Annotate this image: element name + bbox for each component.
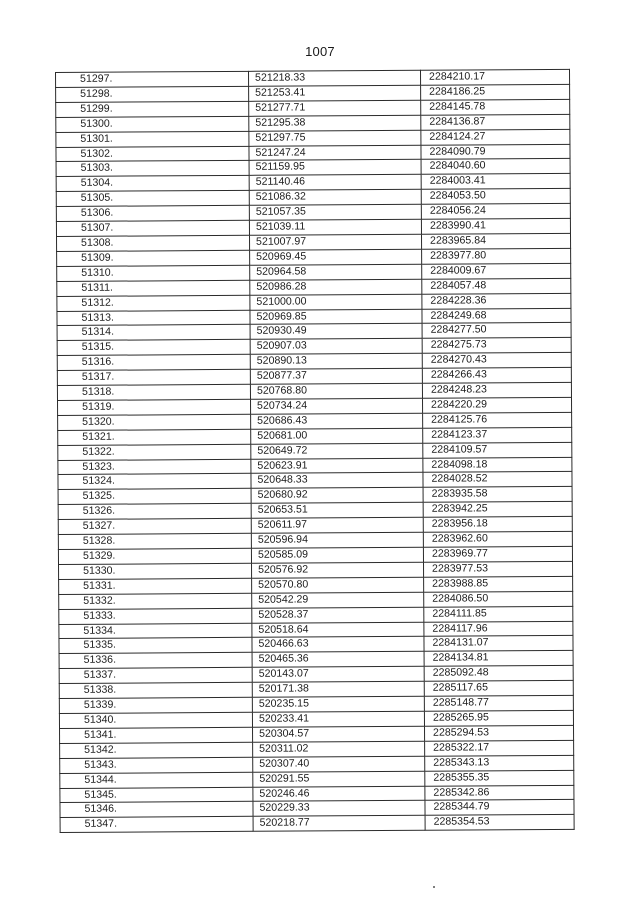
x-coordinate-cell: 520969.45 — [250, 249, 422, 265]
x-coordinate-cell: 520518.64 — [252, 622, 424, 638]
x-coordinate-cell: 520570.80 — [252, 577, 424, 593]
point-id-cell: 51323. — [58, 459, 251, 475]
y-coordinate-cell: 2285322.17 — [425, 740, 574, 756]
x-coordinate-cell: 521039.11 — [249, 219, 421, 235]
x-coordinate-cell: 520143.07 — [252, 667, 424, 683]
y-coordinate-cell: 2284145.78 — [421, 99, 570, 115]
y-coordinate-cell: 2283962.60 — [423, 531, 572, 547]
coordinate-table — [55, 69, 575, 833]
y-coordinate-cell: 2283935.58 — [423, 487, 572, 503]
scan-speck — [433, 886, 435, 888]
y-coordinate-cell: 2284056.24 — [421, 204, 570, 220]
point-id-cell: 51343. — [60, 757, 253, 773]
x-coordinate-cell: 520969.85 — [250, 309, 422, 325]
point-id-cell: 51331. — [59, 578, 252, 594]
point-id-cell: 51313. — [57, 310, 250, 326]
x-coordinate-cell: 520986.28 — [250, 279, 422, 295]
y-coordinate-cell: 2285117.65 — [424, 681, 573, 697]
y-coordinate-cell: 2284134.81 — [424, 651, 573, 667]
point-id-cell: 51301. — [56, 131, 249, 147]
point-id-cell: 51297. — [56, 71, 249, 87]
point-id-cell: 51306. — [56, 205, 249, 221]
x-coordinate-cell: 521297.75 — [249, 130, 421, 146]
point-id-cell: 51340. — [59, 712, 252, 728]
point-id-cell: 51332. — [59, 593, 252, 609]
point-id-cell: 51337. — [59, 668, 252, 684]
y-coordinate-cell: 2284028.52 — [423, 472, 572, 488]
point-id-cell: 51333. — [59, 608, 252, 624]
x-coordinate-cell: 520528.37 — [252, 607, 424, 623]
x-coordinate-cell: 521057.35 — [249, 204, 421, 220]
y-coordinate-cell: 2284053.50 — [421, 189, 570, 205]
y-coordinate-cell: 2283969.77 — [423, 546, 572, 562]
y-coordinate-cell: 2284111.85 — [424, 606, 573, 622]
y-coordinate-cell: 2284131.07 — [424, 636, 573, 652]
x-coordinate-cell: 520653.51 — [251, 503, 423, 519]
x-coordinate-cell: 521247.24 — [249, 145, 421, 161]
point-id-cell: 51315. — [57, 340, 250, 356]
x-coordinate-cell: 520585.09 — [251, 547, 423, 563]
y-coordinate-cell: 2284266.43 — [422, 367, 571, 383]
y-coordinate-cell: 2284109.57 — [423, 442, 572, 458]
y-coordinate-cell: 2284086.50 — [424, 591, 573, 607]
point-id-cell: 51329. — [58, 548, 251, 564]
point-id-cell: 51310. — [57, 265, 250, 281]
point-id-cell: 51320. — [58, 414, 251, 430]
point-id-cell: 51308. — [57, 235, 250, 251]
point-id-cell: 51307. — [56, 220, 249, 236]
point-id-cell: 51314. — [57, 325, 250, 341]
x-coordinate-cell: 521253.41 — [249, 85, 421, 101]
x-coordinate-cell: 520890.13 — [250, 353, 422, 369]
x-coordinate-cell: 521086.32 — [249, 190, 421, 206]
coordinate-table-container — [55, 69, 575, 833]
point-id-cell: 51342. — [60, 742, 253, 758]
x-coordinate-cell: 521218.33 — [248, 70, 420, 86]
x-coordinate-cell: 520235.15 — [252, 696, 424, 712]
y-coordinate-cell: 2285343.13 — [425, 755, 574, 771]
y-coordinate-cell: 2283965.84 — [421, 233, 570, 249]
x-coordinate-cell: 520233.41 — [252, 711, 424, 727]
x-coordinate-cell: 520307.40 — [253, 756, 425, 772]
x-coordinate-cell: 520246.46 — [253, 786, 425, 802]
page-number: 1007 — [305, 44, 335, 59]
x-coordinate-cell: 520907.03 — [250, 339, 422, 355]
x-coordinate-cell: 520686.43 — [251, 413, 423, 429]
point-id-cell: 51318. — [57, 384, 250, 400]
point-id-cell: 51338. — [59, 682, 252, 698]
y-coordinate-cell: 2284090.79 — [421, 144, 570, 160]
y-coordinate-cell: 2285265.95 — [424, 710, 573, 726]
point-id-cell: 51311. — [57, 280, 250, 296]
point-id-cell: 51319. — [58, 399, 251, 415]
x-coordinate-cell: 521159.95 — [249, 160, 421, 176]
point-id-cell: 51330. — [59, 563, 252, 579]
point-id-cell: 51303. — [56, 161, 249, 177]
y-coordinate-cell: 2283956.18 — [423, 517, 572, 533]
x-coordinate-cell: 520611.97 — [251, 517, 423, 533]
point-id-cell: 51325. — [58, 489, 251, 505]
y-coordinate-cell: 2284123.37 — [423, 427, 572, 443]
x-coordinate-cell: 520877.37 — [250, 368, 422, 384]
x-coordinate-cell: 520964.58 — [250, 264, 422, 280]
y-coordinate-cell: 2283990.41 — [421, 218, 570, 234]
x-coordinate-cell: 521277.71 — [249, 100, 421, 116]
y-coordinate-cell: 2283977.80 — [422, 248, 571, 264]
y-coordinate-cell: 2285092.48 — [424, 666, 573, 682]
x-coordinate-cell: 520542.29 — [252, 592, 424, 608]
y-coordinate-cell: 2284275.73 — [422, 338, 571, 354]
y-coordinate-cell: 2285342.86 — [425, 785, 574, 801]
x-coordinate-cell: 520930.49 — [250, 324, 422, 340]
y-coordinate-cell: 2284040.60 — [421, 159, 570, 175]
x-coordinate-cell: 520576.92 — [252, 562, 424, 578]
point-id-cell: 51327. — [58, 518, 251, 534]
x-coordinate-cell: 520649.72 — [251, 443, 423, 459]
x-coordinate-cell: 520648.33 — [251, 473, 423, 489]
y-coordinate-cell: 2283988.85 — [424, 576, 573, 592]
point-id-cell: 51304. — [56, 176, 249, 192]
point-id-cell: 51328. — [58, 533, 251, 549]
point-id-cell: 51324. — [58, 474, 251, 490]
point-id-cell: 51300. — [56, 116, 249, 132]
y-coordinate-cell: 2284124.27 — [421, 129, 570, 145]
y-coordinate-cell: 2284117.96 — [424, 621, 573, 637]
x-coordinate-cell: 520596.94 — [251, 532, 423, 548]
point-id-cell: 51305. — [56, 191, 249, 207]
point-id-cell: 51299. — [56, 101, 249, 117]
point-id-cell: 51326. — [58, 504, 251, 520]
x-coordinate-cell: 520465.36 — [252, 652, 424, 668]
x-coordinate-cell: 520304.57 — [253, 726, 425, 742]
point-id-cell: 51344. — [60, 772, 253, 788]
coordinate-table-body — [56, 69, 575, 832]
x-coordinate-cell: 520466.63 — [252, 637, 424, 653]
y-coordinate-cell: 2284136.87 — [421, 114, 570, 130]
y-coordinate-cell: 2284210.17 — [420, 69, 569, 85]
x-coordinate-cell: 520768.80 — [250, 383, 422, 399]
y-coordinate-cell: 2285355.35 — [425, 770, 574, 786]
x-coordinate-cell: 521007.97 — [250, 234, 422, 250]
y-coordinate-cell: 2284125.76 — [423, 412, 572, 428]
y-coordinate-cell: 2284009.67 — [422, 263, 571, 279]
point-id-cell: 51312. — [57, 295, 250, 311]
x-coordinate-cell: 520311.02 — [253, 741, 425, 757]
point-id-cell: 51321. — [58, 429, 251, 445]
point-id-cell: 51298. — [56, 86, 249, 102]
point-id-cell: 51339. — [59, 697, 252, 713]
x-coordinate-cell: 521140.46 — [249, 175, 421, 191]
point-id-cell: 51335. — [59, 638, 252, 654]
point-id-cell: 51302. — [56, 146, 249, 162]
point-id-cell: 51316. — [57, 355, 250, 371]
y-coordinate-cell: 2284249.68 — [422, 308, 571, 324]
y-coordinate-cell: 2284057.48 — [422, 278, 571, 294]
y-coordinate-cell: 2284270.43 — [422, 353, 571, 369]
point-id-cell: 51309. — [57, 250, 250, 266]
point-id-cell: 51317. — [57, 369, 250, 385]
point-id-cell: 51347. — [60, 817, 253, 833]
y-coordinate-cell: 2285294.53 — [425, 725, 574, 741]
y-coordinate-cell: 2284248.23 — [422, 382, 571, 398]
x-coordinate-cell: 520291.55 — [253, 771, 425, 787]
x-coordinate-cell: 520229.33 — [253, 801, 425, 817]
y-coordinate-cell: 2283977.53 — [424, 561, 573, 577]
x-coordinate-cell: 521295.38 — [249, 115, 421, 131]
y-coordinate-cell: 2285344.79 — [425, 800, 574, 816]
y-coordinate-cell: 2283942.25 — [423, 502, 572, 518]
point-id-cell: 51345. — [60, 787, 253, 803]
y-coordinate-cell: 2284220.29 — [422, 397, 571, 413]
y-coordinate-cell: 2284277.50 — [422, 323, 571, 339]
point-id-cell: 51334. — [59, 623, 252, 639]
point-id-cell: 51336. — [59, 653, 252, 669]
y-coordinate-cell: 2284228.36 — [422, 293, 571, 309]
y-coordinate-cell: 2284186.25 — [421, 84, 570, 100]
point-id-cell: 51341. — [60, 727, 253, 743]
point-id-cell: 51346. — [60, 802, 253, 818]
table-row — [60, 815, 574, 833]
y-coordinate-cell: 2284003.41 — [421, 174, 570, 190]
y-coordinate-cell: 2285354.53 — [425, 815, 574, 831]
x-coordinate-cell: 520681.00 — [251, 428, 423, 444]
y-coordinate-cell: 2285148.77 — [424, 695, 573, 711]
x-coordinate-cell: 520734.24 — [251, 398, 423, 414]
x-coordinate-cell: 520623.91 — [251, 458, 423, 474]
point-id-cell: 51322. — [58, 444, 251, 460]
x-coordinate-cell: 520680.92 — [251, 488, 423, 504]
x-coordinate-cell: 520218.77 — [253, 816, 425, 832]
x-coordinate-cell: 521000.00 — [250, 294, 422, 310]
y-coordinate-cell: 2284098.18 — [423, 457, 572, 473]
x-coordinate-cell: 520171.38 — [252, 681, 424, 697]
